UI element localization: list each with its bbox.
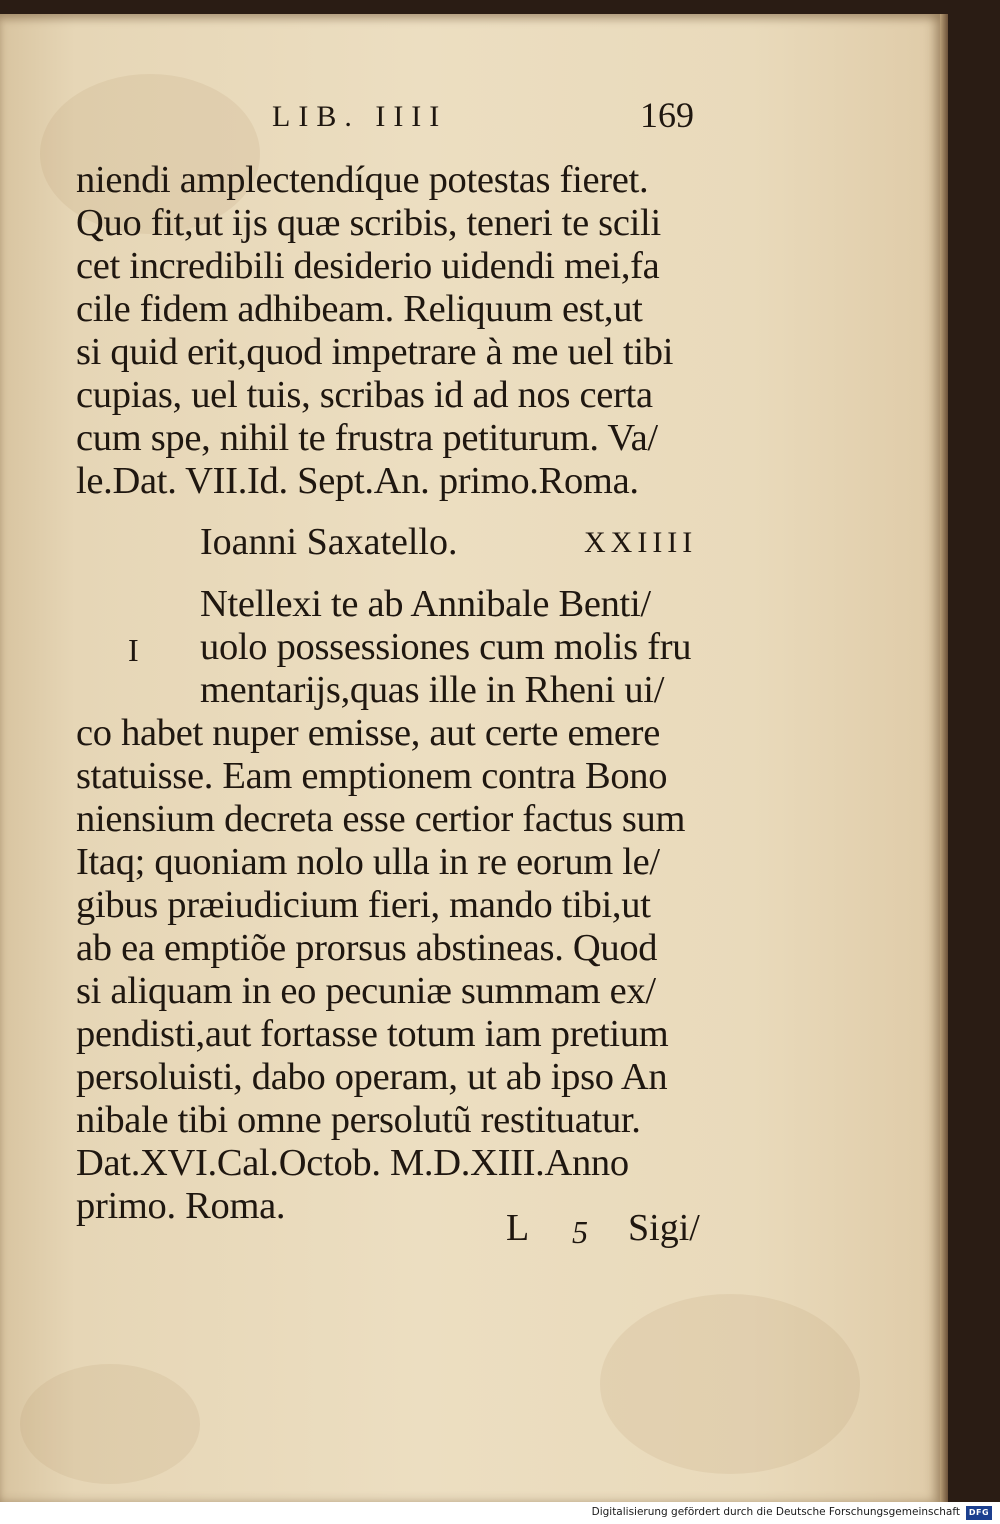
- paper-stain: [600, 1294, 860, 1474]
- paper-stain: [20, 1364, 200, 1484]
- text-line: pendisti,aut fortasse totum iam pretium: [76, 1013, 669, 1055]
- text-line: cupias, uel tuis, scribas id ad nos certa: [76, 374, 653, 416]
- text-line: Quo fit,ut ijs quæ scribis, teneri te scili: [76, 202, 661, 244]
- text-line: nibale tibi omne persolutũ restituatur.: [76, 1099, 641, 1141]
- text-line: cet incredibili desiderio uidendi mei,fa: [76, 245, 660, 287]
- catchword: Sigi/: [628, 1207, 700, 1249]
- text-line: si aliquam in eo pecuniæ summam ex/: [76, 970, 656, 1012]
- text-line: Itaq; quoniam nolo ulla in re eorum le/: [76, 841, 660, 883]
- text-line: niendi amplectendíque potestas fieret.: [76, 159, 649, 201]
- page-number: 169: [640, 95, 694, 135]
- signature-mark: L: [506, 1207, 530, 1249]
- text-line: mentarijs,quas ille in Rheni ui/: [200, 669, 665, 711]
- text-line: statuisse. Eam emptionem contra Bono: [76, 755, 668, 797]
- running-head: LIB. IIII: [272, 100, 448, 133]
- dfg-logo: DFG: [966, 1506, 992, 1520]
- text-line: gibus præiudicium fieri, mando tibi,ut: [76, 884, 651, 926]
- signature-number: 5: [572, 1214, 588, 1250]
- footer-bar: [0, 1502, 1000, 1524]
- initial-guide-letter: I: [128, 632, 139, 668]
- text-line: persoluisti, dabo operam, ut ab ipso An: [76, 1056, 668, 1098]
- text-line: cum spe, nihil te frustra petiturum. Va/: [76, 417, 658, 459]
- letter-number: XXIIII: [584, 526, 698, 559]
- text-line: niensium decreta esse certior factus sum: [76, 798, 686, 840]
- text-line: si quid erit,quod impetrare à me uel tibi: [76, 331, 674, 373]
- text-line: Ntellexi te ab Annibale Benti/: [200, 583, 651, 625]
- text-line: primo. Roma.: [76, 1185, 286, 1227]
- text-line: ab ea emptiõe prorsus abstineas. Quod: [76, 927, 658, 969]
- text-line: uolo possessiones cum molis fru: [200, 626, 692, 668]
- funding-credit: Digitalisierung gefördert durch die Deutsche Forschungsgemeinschaft: [591, 1506, 960, 1518]
- text-line: le.Dat. VII.Id. Sept.An. primo.Roma.: [76, 460, 639, 502]
- text-line: cile fidem adhibeam. Reliquum est,ut: [76, 288, 643, 330]
- text-line: Dat.XVI.Cal.Octob. M.D.XIII.Anno: [76, 1142, 629, 1184]
- page-edge: [940, 14, 948, 1502]
- text-line: co habet nuper emisse, aut certe emere: [76, 712, 660, 754]
- letter-heading: Ioanni Saxatello.: [200, 521, 458, 563]
